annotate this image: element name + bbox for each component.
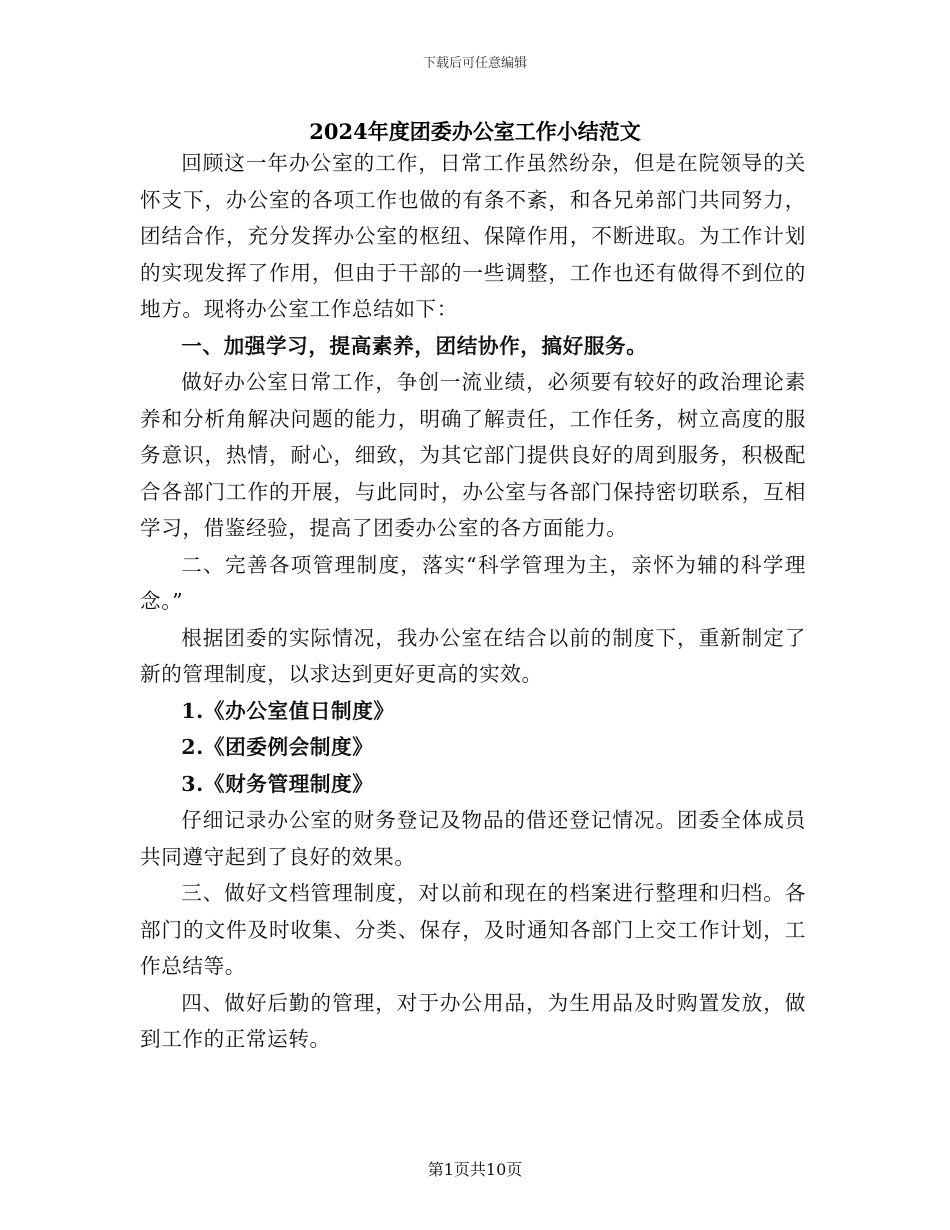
intro-paragraph: 回顾这一年办公室的工作，日常工作虽然纷杂，但是在院领导的关怀支下，办公室的各项工作也做的有条不紊，和各兄弟部门共同努力，团结合作，充分发挥办公室的枢纽、保障作用，不断进取。为工作计划的实现发挥了作用，但由于干部的一些调整，工作也还有做得不到位的地方。现将办公室工作总结如下：: [140, 151, 806, 321]
document-title: 2024年度团委办公室工作小结范文: [309, 119, 641, 144]
document-body: [140, 145, 806, 1058]
section-4-paragraph: 四、做好后勤的管理，对于办公用品，为生用品及时购置发放，做到工作的正常运转。: [140, 990, 806, 1051]
section-heading-2: 二、完善各项管理制度，落实“科学管理为主，亲怀为辅的科学理念。”: [140, 552, 806, 613]
page-number: 第1页共10页: [427, 1160, 523, 1179]
finance-paragraph: 仔细记录办公室的财务登记及物品的借还登记情况。团委全体成员共同遵守起到了良好的效果。: [140, 808, 806, 869]
section-3-paragraph: 三、做好文档管理制度，对以前和现在的档案进行整理和归档。各部门的文件及时收集、分类、保存，及时通知各部门上交工作计划，工作总结等。: [140, 881, 806, 978]
header-note: 下载后可任意编辑: [422, 56, 527, 71]
section-heading-1: 一、加强学习，提高素养，团结协作，搞好服务。: [181, 333, 648, 358]
list-item-1: 1.《办公室值日制度》: [181, 698, 395, 723]
section-2-paragraph: 根据团委的实际情况，我办公室在结合以前的制度下，重新制定了新的管理制度，以求达到更好更高的实效。: [140, 625, 806, 686]
list-item-2: 2.《团委例会制度》: [181, 735, 374, 759]
section-1-paragraph: 做好办公室日常工作，争创一流业绩，必须要有较好的政治理论素养和分析角解决问题的能力，明确了解责任，工作任务，树立高度的服务意识，热情，耐心，细致，为其它部门提供良好的周到服务，积极配合各部门工作的开展，与此同时，办公室与各部门保持密切联系，互相学习，借鉴经验，提高了团委办公室的各方面能力。: [140, 370, 806, 540]
list-item-3: 3.《财务管理制度》: [181, 771, 374, 796]
